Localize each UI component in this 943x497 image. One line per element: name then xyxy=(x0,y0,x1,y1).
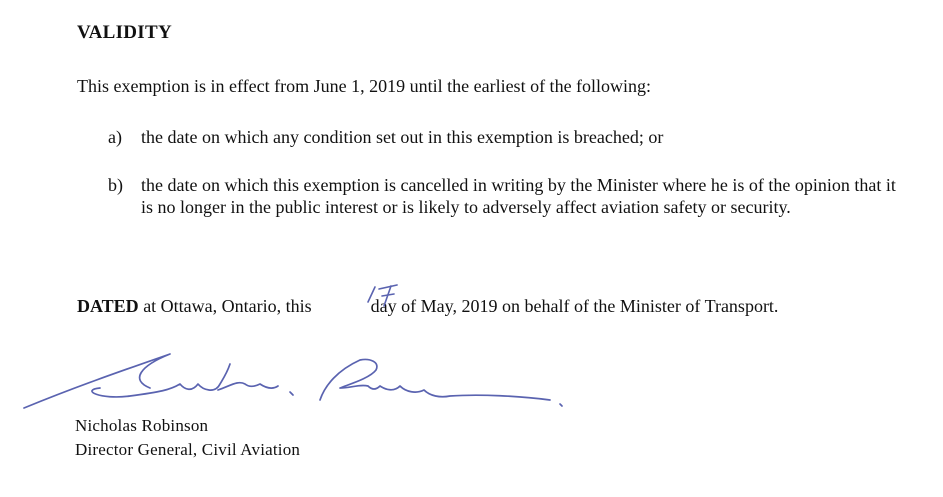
condition-text: the date on which any condition set out in this exemption is breached; or xyxy=(141,127,664,147)
dated-statement xyxy=(77,296,778,317)
condition-marker: b) xyxy=(108,175,123,195)
signatory-name: Nicholas Robinson xyxy=(75,416,209,435)
signatory-title: Director General, Civil Aviation xyxy=(75,440,301,459)
condition-item-b xyxy=(108,174,911,244)
dated-place: at Ottawa, Ontario, this xyxy=(138,296,317,316)
section-heading: VALIDITY xyxy=(77,22,172,43)
condition-marker: a) xyxy=(108,127,122,147)
dated-label: DATED xyxy=(77,296,139,316)
validity-intro: This exemption is in effect from June 1, 2019 until the earliest of the following: xyxy=(77,76,652,96)
condition-text: the date on which this exemption is cancelled in writing by the Minister where he is of the opinion that it is no longer in the public interest or is likely to adversely affect aviation safety or security. xyxy=(141,175,896,217)
signature xyxy=(20,340,580,420)
handwritten-day-17 xyxy=(364,282,406,312)
condition-item-a xyxy=(108,126,911,150)
dated-remainder: day of May, 2019 on behalf of the Minister of Transport. xyxy=(366,296,779,316)
